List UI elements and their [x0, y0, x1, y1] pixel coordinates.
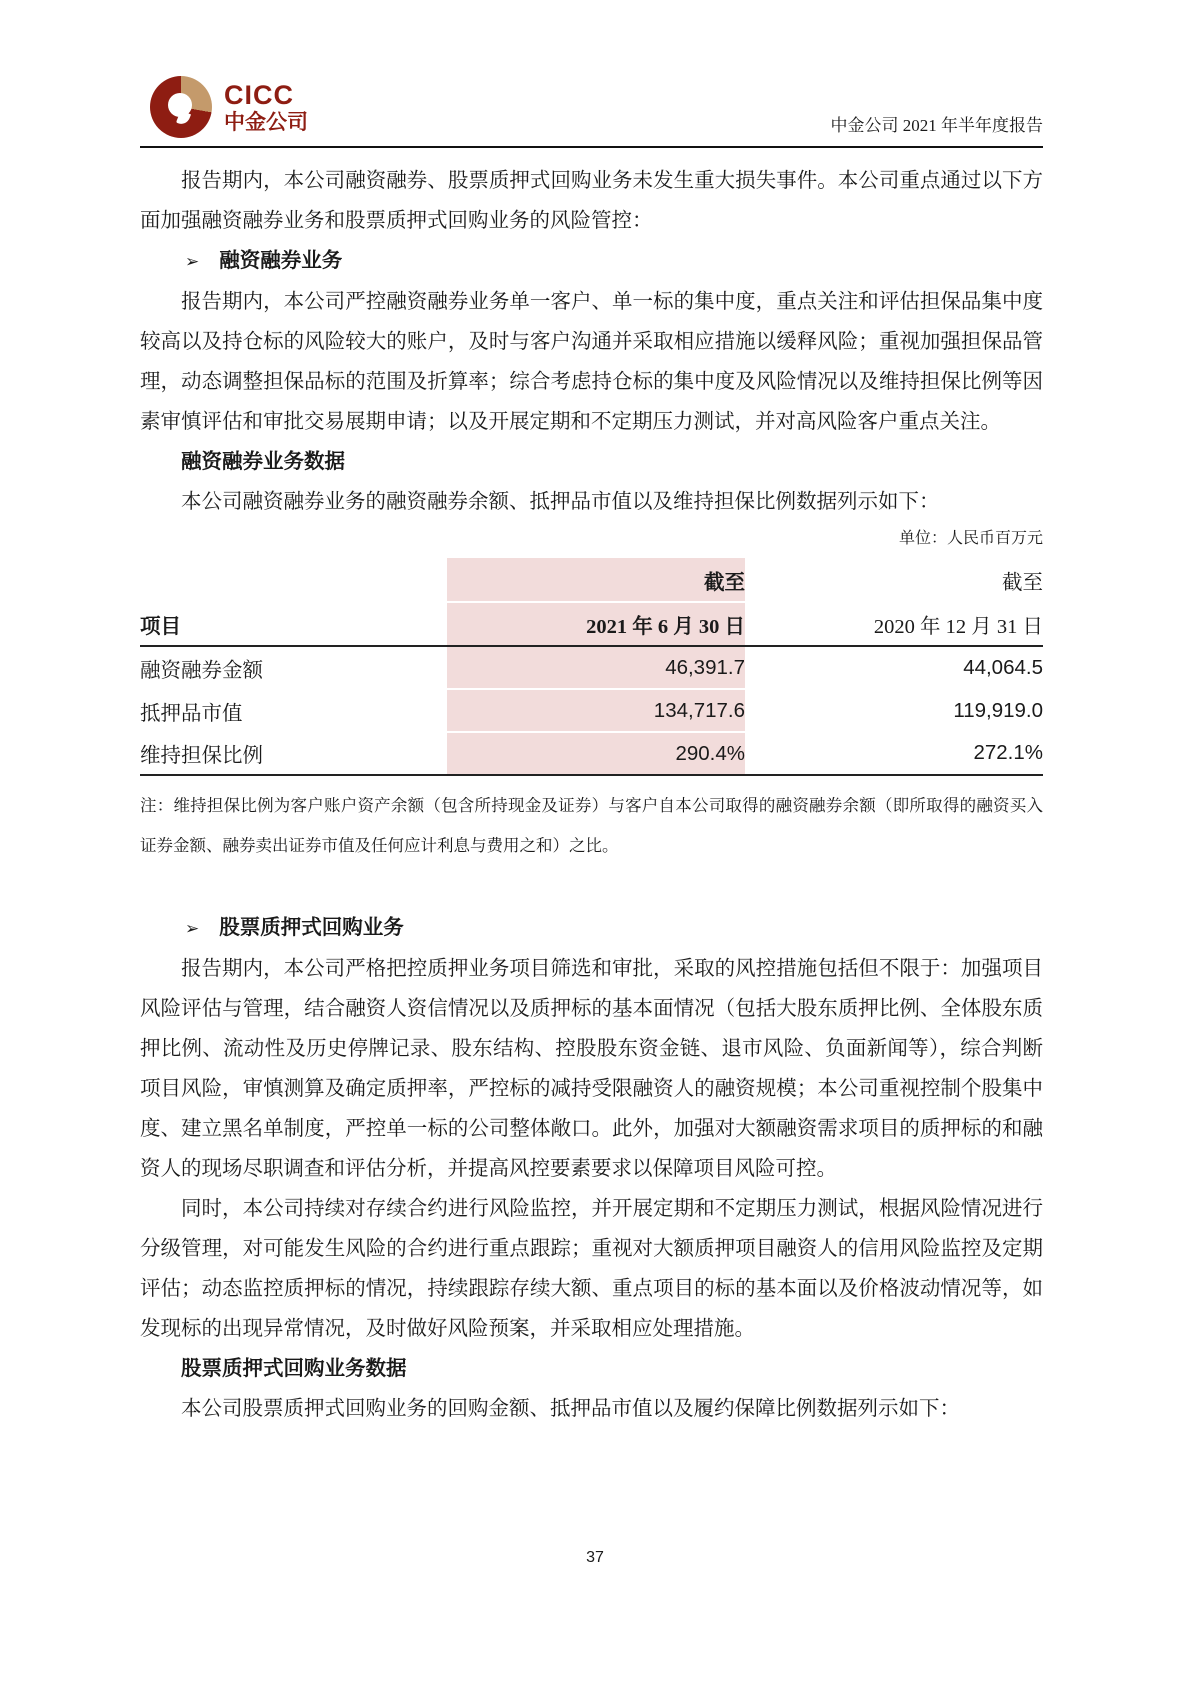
- table-row-maintenance-ratio: [140, 732, 1043, 775]
- heading-margin-financing-label: 融资融券业务: [219, 250, 343, 272]
- section-spacer: [140, 866, 1043, 908]
- heading-stock-pledge-data: 股票质押式回购业务数据: [181, 1358, 407, 1380]
- logo-brand-en: CICC: [224, 79, 294, 110]
- table-header-date-2020: 2020 年 12 月 31 日: [745, 602, 1043, 646]
- report-title: 中金公司 2021 年半年度报告: [830, 115, 1043, 135]
- stock-pledge-paragraph-2: 同时，本公司持续对存续合约进行风险监控，并开展定期和不定期压力测试，根据风险情况进行分级管理，对可能发生风险的合约进行重点跟踪；重视对大额质押项目融资人的信用风险监控及定期评估；动态监控质押标的情况，持续跟踪存续大额、重点项目的标的基本面以及价格波动情况等，如发现标的出现异常情况，及时做好风险预案，并采取相应处理措施。: [140, 1198, 1043, 1340]
- page-header: [140, 0, 1043, 148]
- table-header-asof-2020: 截至: [1002, 572, 1043, 594]
- heading-stock-pledge: [140, 908, 1043, 949]
- table-header-row-asof: [140, 558, 1043, 602]
- table-header-row-dates: [140, 602, 1043, 646]
- row-label: 维持担保比例: [140, 732, 447, 775]
- margin-financing-table: [140, 558, 1043, 776]
- row-value-2020: 44,064.5: [963, 656, 1043, 679]
- table-row-margin-balance: [140, 646, 1043, 689]
- row-label: 融资融券金额: [140, 660, 263, 682]
- row-value-2020: 119,919.0: [953, 698, 1043, 722]
- row-value-2021: 290.4%: [447, 732, 745, 775]
- intro-paragraph: 报告期内，本公司融资融券、股票质押式回购业务未发生重大损失事件。本公司重点通过以下方面加强融资融券业务和股票质押式回购业务的风险管控：: [140, 170, 1043, 232]
- table-footnote: 注：维持担保比例为客户账户资产余额（包含所持现金及证券）与客户自本公司取得的融资融券余额（即所取得的融资买入证券金额、融券卖出证券市值及任何应计利息与费用之和）之比。: [140, 796, 1043, 855]
- table-header-item: 项目: [140, 602, 447, 646]
- stock-pledge-paragraph-1: 报告期内，本公司严格把控质押业务项目筛选和审批，采取的风控措施包括但不限于：加强项目风险评估与管理，结合融资人资信情况以及质押标的基本面情况（包括大股东质押比例、全体股东质押比例、流动性及历史停牌记录、股东结构、控股股东资金链、退市风险、负面新闻等），综合判断项目风险，审慎测算及确定质押率，严控标的减持受限融资人的融资规模；本公司重视控制个股集中度、建立黑名单制度，严控单一标的公司整体敞口。此外，加强对大额融资需求项目的质押标的和融资人的现场尽职调查和评估分析，并提高风控要素要求以保障项目风险可控。: [140, 958, 1043, 1180]
- cicc-logo: [150, 76, 308, 138]
- page-number: 37: [586, 1549, 604, 1566]
- margin-financing-data-intro: 本公司融资融券业务的融资融券余额、抵押品市值以及维持担保比例数据列示如下：: [181, 491, 940, 513]
- row-value-2021: 134,717.6: [447, 689, 745, 732]
- table-row-collateral-value: [140, 689, 1043, 732]
- table-header-empty-cell: [140, 558, 447, 602]
- heading-margin-financing-data: 融资融券业务数据: [181, 451, 345, 473]
- row-value-2020: 272.1%: [745, 732, 1043, 775]
- heading-stock-pledge-label: 股票质押式回购业务: [219, 917, 404, 939]
- table-unit-label: 单位：人民币百万元: [898, 530, 1043, 547]
- row-label: 抵押品市值: [140, 702, 243, 725]
- margin-financing-paragraph: 报告期内，本公司严控融资融券业务单一客户、单一标的集中度，重点关注和评估担保品集中度较高以及持仓标的风险较大的账户，及时与客户沟通并采取相应措施以缓释风险；重视加强担保品管理，动态调整担保品标的范围及折算率；综合考虑持仓标的集中度及风险情况以及维持担保比例等因素审慎评估和审批交易展期申请；以及开展定期和不定期压力测试，并对高风险客户重点关注。: [140, 291, 1043, 433]
- table-header-date-2021: 2021 年 6 月 30 日: [447, 602, 745, 646]
- logo-brand-zh: 中金公司: [224, 110, 308, 135]
- arrow-bullet-icon: ➢: [185, 252, 200, 271]
- stock-pledge-data-intro: 本公司股票质押式回购业务的回购金额、抵押品市值以及履约保障比例数据列示如下：: [181, 1398, 960, 1420]
- page-body: [140, 161, 1043, 1429]
- arrow-bullet-icon: ➢: [185, 919, 200, 938]
- table-header-asof-2021: 截至: [447, 558, 745, 602]
- heading-margin-financing: [140, 241, 1043, 282]
- cicc-logo-icon: [150, 76, 212, 138]
- row-value-2021: 46,391.7: [447, 646, 745, 689]
- cicc-logo-text: [224, 81, 308, 133]
